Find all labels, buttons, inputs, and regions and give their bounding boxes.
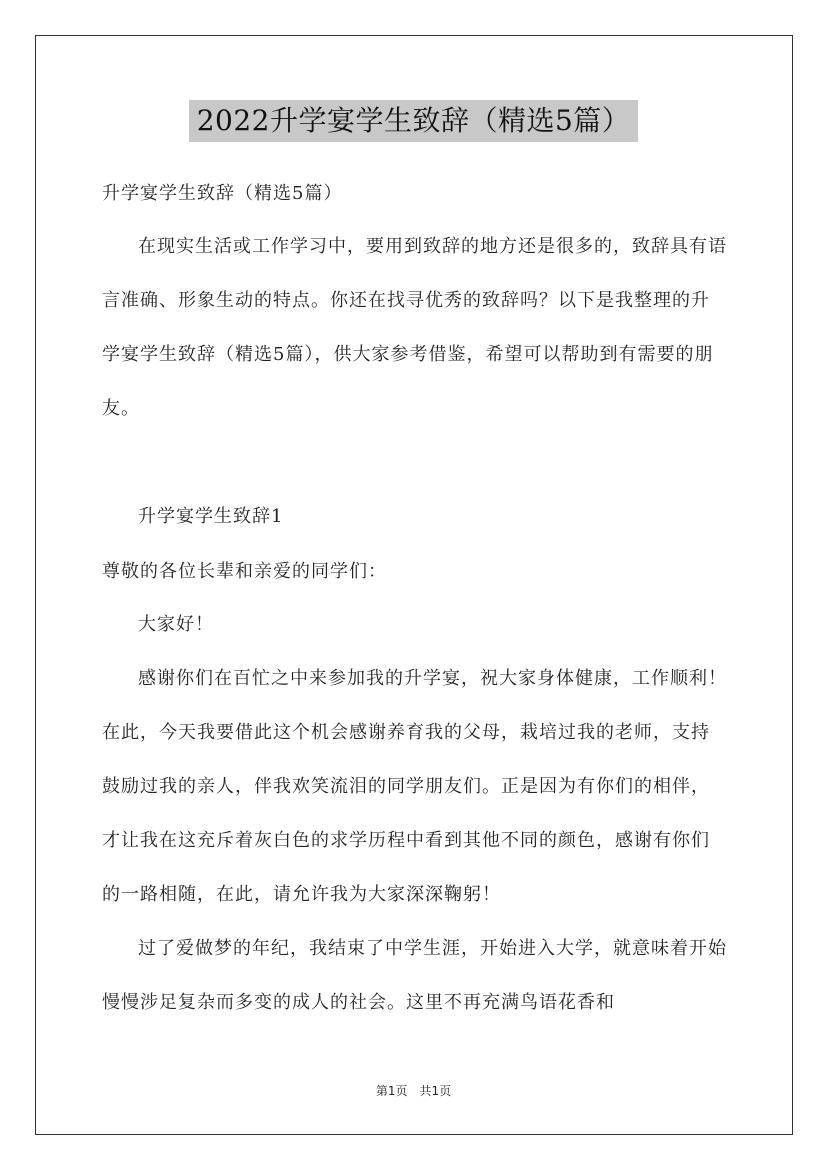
document-title[interactable]: 2022升学宴学生致辞（精选5篇） — [189, 100, 639, 142]
intro-paragraph[interactable]: 在现实生活或工作学习中，要用到致辞的地方还是很多的，致辞具有语言准确、形象生动的特点。你还在找寻优秀的致辞吗？以下是我整理的升学宴学生致辞（精选5篇），供大家参考借鉴，希望可以帮助到有需要的朋友。 — [102, 236, 727, 419]
page-footer — [0, 1082, 827, 1099]
page-number: 第1页 共1页 — [375, 1084, 452, 1098]
document-subtitle[interactable]: 升学宴学生致辞（精选5篇） — [102, 183, 343, 204]
body-paragraph[interactable]: 感谢你们在百忙之中来参加我的升学宴，祝大家身体健康，工作顺利！在此，今天我要借此这个机会感谢养育我的父母，栽培过我的老师，支持鼓励过我的亲人，伴我欢笑流泪的同学朋友们。正是因为有你们的相伴，才让我在这充斥着灰白色的求学历程中看到其他不同的颜色，感谢有你们的一路相随，在此，请允许我为大家深深鞠躬！ — [102, 668, 727, 905]
section-heading[interactable]: 升学宴学生致辞1 — [138, 506, 284, 527]
body-paragraph[interactable]: 过了爱做梦的年纪，我结束了中学生涯，开始进入大学，就意味着开始慢慢涉足复杂而多变的成人的社会。这里不再充满鸟语花香和 — [102, 938, 727, 1013]
greeting-line[interactable]: 大家好！ — [138, 614, 214, 635]
title-container — [0, 100, 827, 142]
salutation-line[interactable]: 尊敬的各位长辈和亲爱的同学们： — [102, 561, 387, 582]
